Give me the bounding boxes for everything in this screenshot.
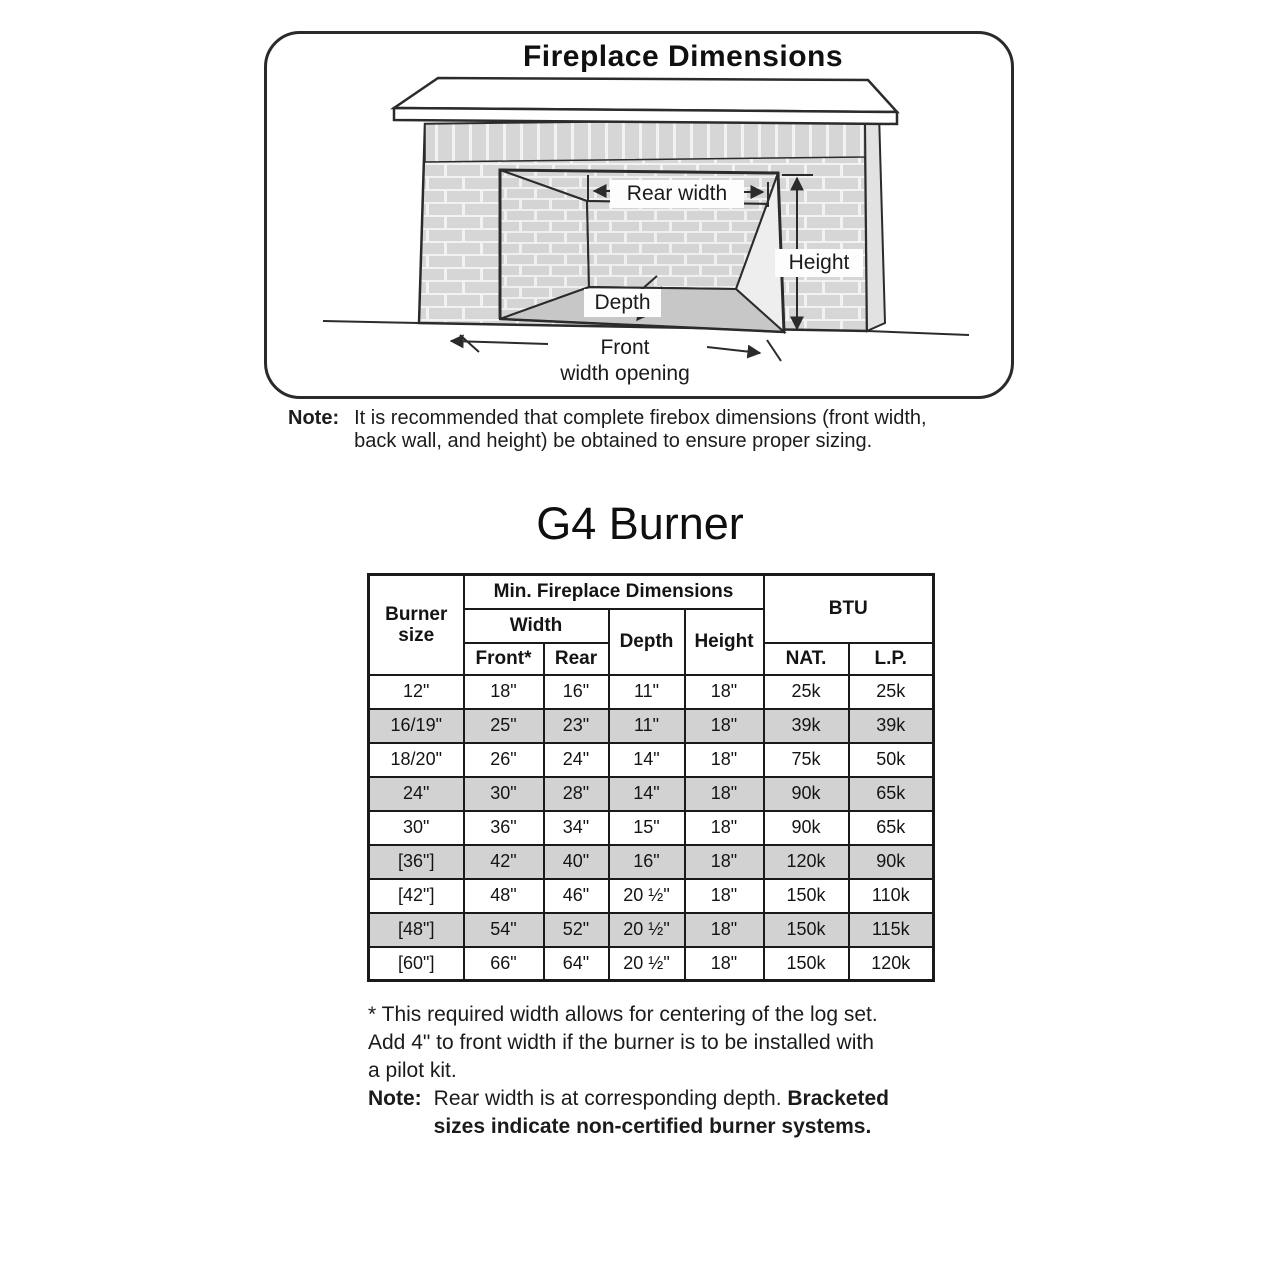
cell-height: 18": [685, 947, 764, 981]
header-min-fireplace-dimensions: Min. Fireplace Dimensions: [464, 575, 764, 609]
cell-depth: 14": [609, 743, 685, 777]
front-width-opening-label: [529, 335, 721, 389]
table-row: [369, 777, 934, 811]
cell-size: 30": [369, 811, 464, 845]
cell-depth: 11": [609, 675, 685, 709]
cell-size: 16/19": [369, 709, 464, 743]
rear-width-label: Rear width: [610, 180, 744, 208]
cell-depth: 20 ½": [609, 913, 685, 947]
cell-rear: 24": [544, 743, 609, 777]
cell-lp: 25k: [849, 675, 934, 709]
cell-height: 18": [685, 675, 764, 709]
footnote-note: [368, 1085, 954, 1141]
cell-front: 18": [464, 675, 544, 709]
cell-rear: 34": [544, 811, 609, 845]
depth-label: Depth: [584, 289, 661, 317]
cell-size: 12": [369, 675, 464, 709]
cell-front: 66": [464, 947, 544, 981]
header-height: Height: [685, 609, 764, 675]
cell-height: 18": [685, 709, 764, 743]
cell-front: 36": [464, 811, 544, 845]
table-row: [369, 743, 934, 777]
cell-nat: 120k: [764, 845, 849, 879]
cell-nat: 75k: [764, 743, 849, 777]
table-row: [369, 913, 934, 947]
table-row: [369, 879, 934, 913]
cell-size: [36"]: [369, 845, 464, 879]
table-row: [369, 709, 934, 743]
cell-nat: 39k: [764, 709, 849, 743]
burner-spec-table: [367, 573, 935, 982]
cell-lp: 90k: [849, 845, 934, 879]
table-row: [369, 845, 934, 879]
footnote-asterisk-line2: Add 4" to front width if the burner is to be installed with: [368, 1031, 874, 1054]
cell-nat: 90k: [764, 777, 849, 811]
cell-lp: 110k: [849, 879, 934, 913]
cell-depth: 20 ½": [609, 947, 685, 981]
cell-height: 18": [685, 811, 764, 845]
cell-lp: 120k: [849, 947, 934, 981]
footnote-note-line1: [434, 1085, 889, 1113]
cell-depth: 11": [609, 709, 685, 743]
table-row: [369, 675, 934, 709]
cell-nat: 150k: [764, 947, 849, 981]
header-rear: Rear: [544, 643, 609, 675]
cell-height: 18": [685, 879, 764, 913]
top-note-body: [354, 407, 926, 453]
cell-depth: 15": [609, 811, 685, 845]
cell-size: [42"]: [369, 879, 464, 913]
cell-nat: 150k: [764, 913, 849, 947]
top-note-line1: It is recommended that complete firebox dimensions (front width,: [354, 407, 927, 429]
cell-front: 42": [464, 845, 544, 879]
top-note-label: Note:: [288, 407, 340, 429]
cell-size: [60"]: [369, 947, 464, 981]
cell-depth: 14": [609, 777, 685, 811]
cell-front: 25": [464, 709, 544, 743]
header-btu: BTU: [764, 575, 934, 643]
page-title: G4 Burner: [536, 498, 744, 549]
header-depth: Depth: [609, 609, 685, 675]
footnote-note-regular: Rear width is at corresponding depth.: [433, 1087, 782, 1110]
front-width-opening-line1: Front: [600, 336, 650, 359]
cell-lp: 39k: [849, 709, 934, 743]
cell-lp: 50k: [849, 743, 934, 777]
top-note: [288, 407, 998, 453]
diagram-title: Fireplace Dimensions: [522, 40, 844, 73]
fireplace-diagram-panel: [264, 31, 1014, 399]
footnote-block: [368, 1001, 954, 1141]
cell-front: 26": [464, 743, 544, 777]
footnote-note-bold2: sizes indicate non-certified burner systems.: [433, 1115, 872, 1138]
cell-height: 18": [685, 743, 764, 777]
cell-height: 18": [685, 777, 764, 811]
cell-nat: 90k: [764, 811, 849, 845]
footnote-asterisk-line3: a pilot kit.: [368, 1059, 457, 1082]
cell-depth: 16": [609, 845, 685, 879]
header-nat: NAT.: [764, 643, 849, 675]
cell-size: 24": [369, 777, 464, 811]
cell-size: 18/20": [369, 743, 464, 777]
cell-rear: 52": [544, 913, 609, 947]
top-note-line2: back wall, and height) be obtained to ensure proper sizing.: [354, 430, 873, 452]
cell-lp: 115k: [849, 913, 934, 947]
cell-lp: 65k: [849, 811, 934, 845]
front-width-opening-line2: width opening: [560, 362, 690, 385]
header-lp: L.P.: [849, 643, 934, 675]
footnote-note-bold1: Bracketed: [787, 1087, 889, 1110]
cell-rear: 64": [544, 947, 609, 981]
cell-lp: 65k: [849, 777, 934, 811]
header-front: Front*: [464, 643, 544, 675]
cell-depth: 20 ½": [609, 879, 685, 913]
cell-rear: 23": [544, 709, 609, 743]
cell-rear: 40": [544, 845, 609, 879]
cell-nat: 150k: [764, 879, 849, 913]
cell-height: 18": [685, 913, 764, 947]
footnote-note-body: [434, 1085, 889, 1141]
cell-front: 30": [464, 777, 544, 811]
cell-front: 54": [464, 913, 544, 947]
cell-rear: 16": [544, 675, 609, 709]
cell-front: 48": [464, 879, 544, 913]
cell-height: 18": [685, 845, 764, 879]
footnote-asterisk-line1: * This required width allows for centering of the log set.: [368, 1003, 878, 1026]
cell-size: [48"]: [369, 913, 464, 947]
cell-rear: 46": [544, 879, 609, 913]
header-width: Width: [464, 609, 609, 643]
table-row: [369, 811, 934, 845]
table-row: [369, 947, 934, 981]
cell-rear: 28": [544, 777, 609, 811]
cell-nat: 25k: [764, 675, 849, 709]
height-label: Height: [775, 249, 863, 277]
footnote-note-label: Note:: [368, 1087, 422, 1110]
header-burner-size: Burner size: [369, 575, 464, 675]
